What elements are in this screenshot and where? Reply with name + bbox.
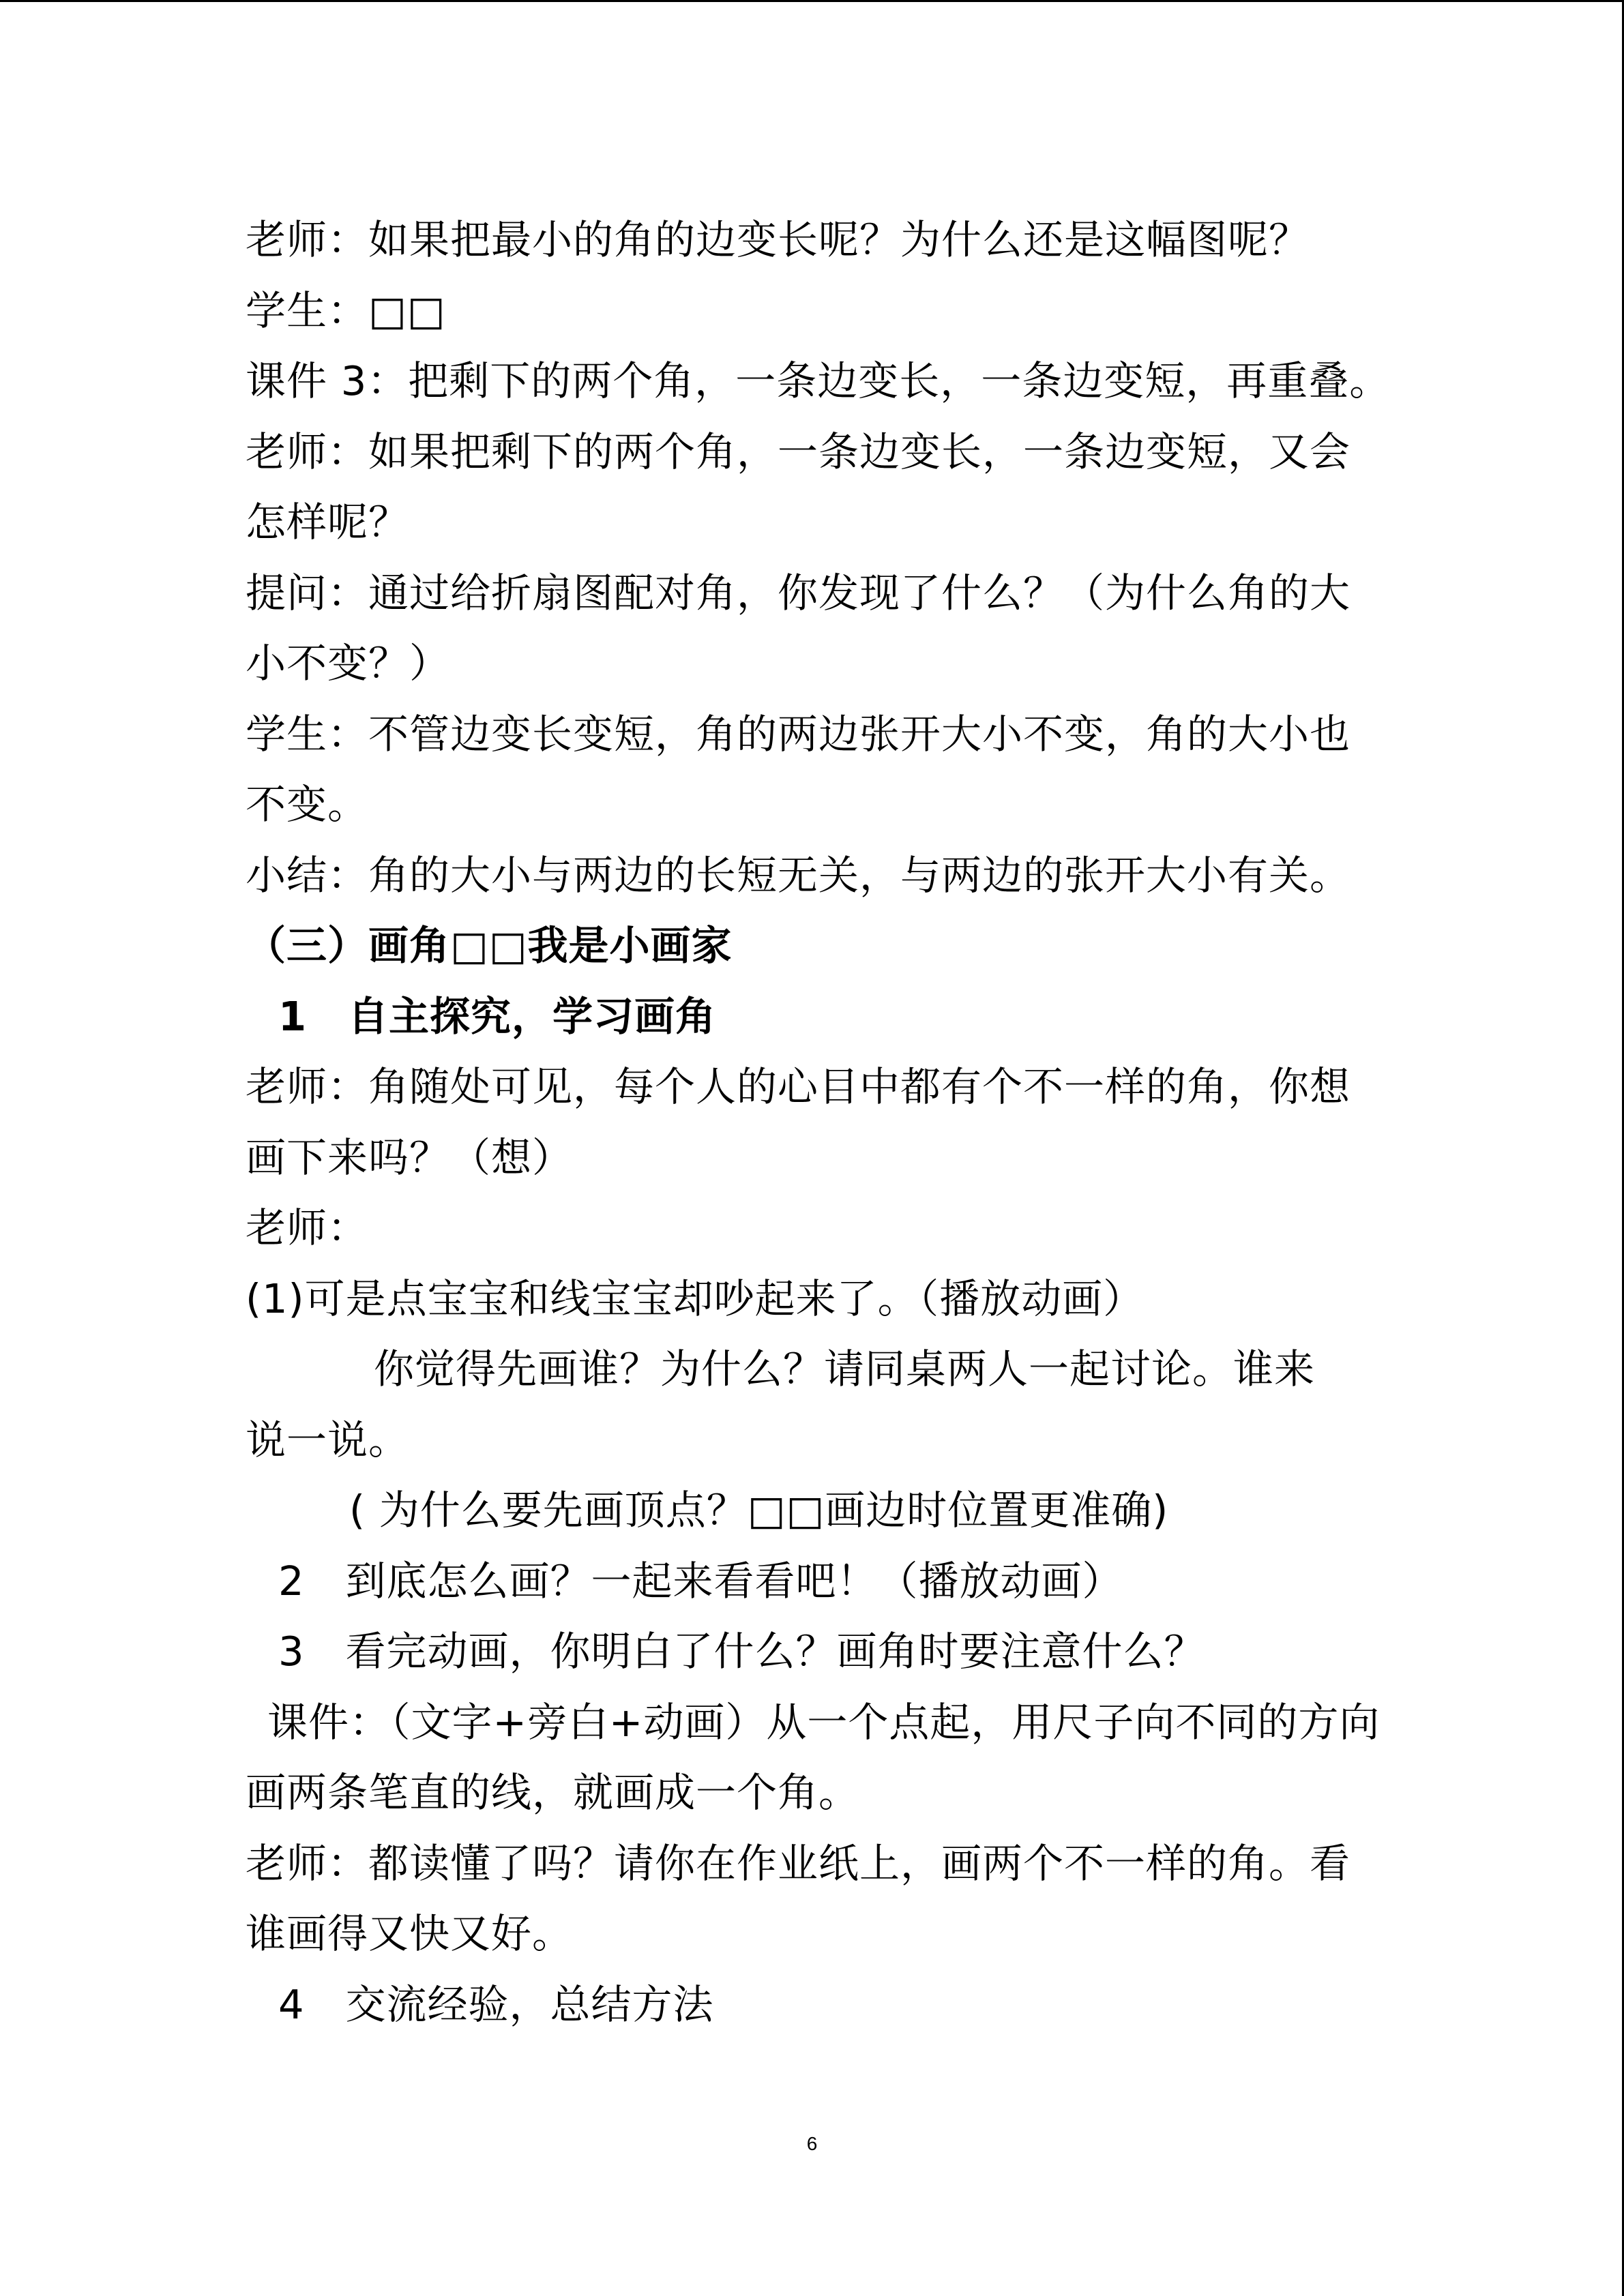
paragraph-line: 课件 3：把剩下的两个角，一条边变长，一条边变短，再重叠。 bbox=[246, 357, 1391, 404]
paragraph-line: 谁画得又快又好。 bbox=[246, 1910, 574, 1957]
step-line: 4 交流经验，总结方法 bbox=[278, 1980, 714, 2028]
paragraph-line: 老师： bbox=[246, 1204, 369, 1251]
paragraph-line: 老师：角随处可见，每个人的心目中都有个不一样的角，你想 bbox=[246, 1063, 1351, 1110]
paragraph-line: 画两条笔直的线，就画成一个角。 bbox=[246, 1769, 860, 1816]
paragraph-line: 说一说。 bbox=[246, 1416, 410, 1463]
page-top-border bbox=[0, 0, 1624, 2]
paragraph-line: 学生：□□ bbox=[246, 286, 446, 334]
paragraph-line: 老师：如果把最小的角的边变长呢？为什么还是这幅图呢？ bbox=[246, 216, 1310, 263]
page-number: 6 bbox=[806, 2133, 818, 2154]
step-line: 3 看完动画，你明白了什么？画角时要注意什么？ bbox=[278, 1628, 1205, 1675]
paragraph-line: 老师：都读懂了吗？请你在作业纸上，画两个不一样的角。看 bbox=[246, 1839, 1351, 1887]
step-line: 2 到底怎么画？一起来看看吧！（播放动画） bbox=[278, 1557, 1123, 1605]
paragraph-line: 你觉得先画谁？为什么？请同桌两人一起讨论。谁来 bbox=[374, 1345, 1316, 1392]
paragraph-line: 小不变？） bbox=[246, 640, 451, 687]
paragraph-line: 课件：（文字+旁白+动画）从一个点起，用尺子向不同的方向 bbox=[267, 1698, 1381, 1746]
paragraph-line: (1)可是点宝宝和线宝宝却吵起来了。（播放动画） bbox=[246, 1274, 1145, 1322]
paragraph-line: 学生：不管边变长变短，角的两边张开大小不变，角的大小也 bbox=[246, 710, 1351, 758]
paragraph-line: 老师：如果把剩下的两个角，一条边变长，一条边变短，又会 bbox=[246, 428, 1351, 475]
paragraph-line: 画下来吗？（想） bbox=[246, 1133, 574, 1181]
paragraph-line: 不变。 bbox=[246, 781, 369, 828]
paragraph-line: 怎样呢？ bbox=[246, 498, 410, 546]
paragraph-line: ( 为什么要先画顶点？□□画边时位置更准确) bbox=[349, 1487, 1169, 1534]
subsection-heading: 1 自主探究，学习画角 bbox=[278, 992, 717, 1040]
section-heading: （三）画角□□我是小画家 bbox=[246, 922, 733, 969]
paragraph-line: 小结：角的大小与两边的长短无关，与两边的张开大小有关。 bbox=[246, 851, 1351, 899]
paragraph-line: 提问：通过给折扇图配对角，你发现了什么？（为什么角的大 bbox=[246, 569, 1351, 616]
document-body bbox=[246, 205, 1391, 2040]
